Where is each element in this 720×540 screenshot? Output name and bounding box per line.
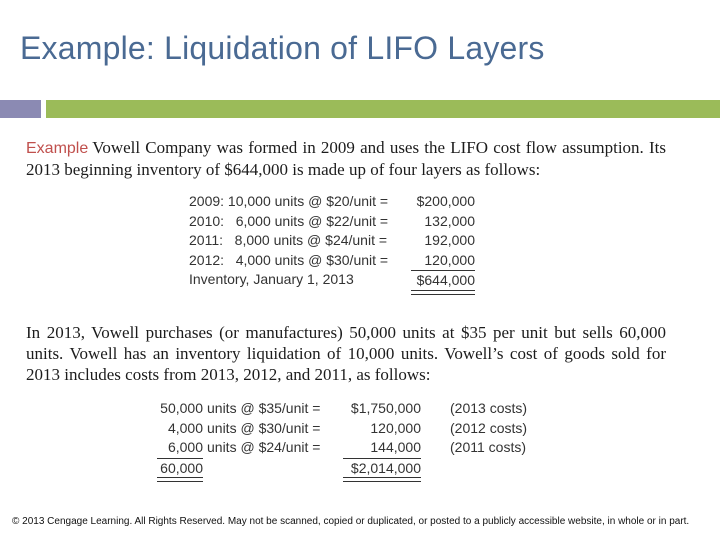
- layer-amount: $200,000: [416, 193, 475, 209]
- total-cost: $2,014,000: [343, 458, 421, 479]
- liquidation-paragraph: In 2013, Vowell purchases (or manufactures) 50,000 units at $35 per unit but sells 60,000 units. Vowell has an inventory liquidation of 10,000 units. Vowell’s cost of goods sold for 2013 includes costs from 2013, 2012, and 2011, as follows:: [26, 323, 666, 384]
- total-units: 60,000: [157, 458, 203, 479]
- double-underline: [343, 477, 421, 482]
- cogs-cost: 144,000: [370, 439, 421, 455]
- cogs-price: units @ $30/unit =: [207, 419, 321, 436]
- total-amount: $644,000: [411, 270, 475, 291]
- double-underline: [157, 477, 203, 482]
- cogs-year: (2013 costs): [450, 400, 528, 416]
- layer-amount: 192,000: [424, 232, 475, 248]
- layer-amount: 132,000: [424, 212, 475, 229]
- double-underline: [411, 290, 475, 295]
- cogs-cost: $1,750,000: [350, 400, 421, 416]
- example-text: Vowell Company was formed in 2009 and uses the LIFO cost flow assumption. Its 2013 beginning inventory of $644,000 is made up of four layers as follows:: [26, 138, 666, 179]
- layer-desc: 2011: 8,000 units @ $24/unit =: [189, 232, 388, 248]
- layer-desc: 2012: 4,000 units @ $30/unit =: [189, 251, 389, 268]
- cogs-units: 50,000: [160, 400, 203, 416]
- example-label: Example: [26, 140, 89, 157]
- total-desc: Inventory, January 1, 2013: [189, 271, 354, 287]
- cogs-price: units @ $35/unit =: [207, 400, 321, 416]
- cogs-price: units @ $24/unit =: [207, 439, 321, 455]
- cogs-units: 6,000: [167, 439, 203, 455]
- copyright-footer: © 2013 Cengage Learning. All Rights Reserved. May not be scanned, copied or duplicated, or posted to a publicly accessible website, in whole or in part.: [12, 516, 690, 527]
- layer-amount: 120,000: [424, 251, 475, 268]
- cogs-cost: 120,000: [370, 419, 421, 436]
- cogs-year: (2012 costs): [450, 419, 528, 436]
- accent-bar-purple: [0, 100, 41, 118]
- example-paragraph: [26, 137, 666, 180]
- layer-desc: 2010: 6,000 units @ $22/unit =: [189, 212, 389, 229]
- cogs-units: 4,000: [167, 419, 203, 436]
- cogs-year: (2011 costs): [450, 439, 526, 455]
- slide-title: Example: Liquidation of LIFO Layers: [20, 30, 545, 66]
- layer-desc: 2009: 10,000 units @ $20/unit =: [189, 193, 389, 209]
- accent-bar-green: [46, 100, 720, 118]
